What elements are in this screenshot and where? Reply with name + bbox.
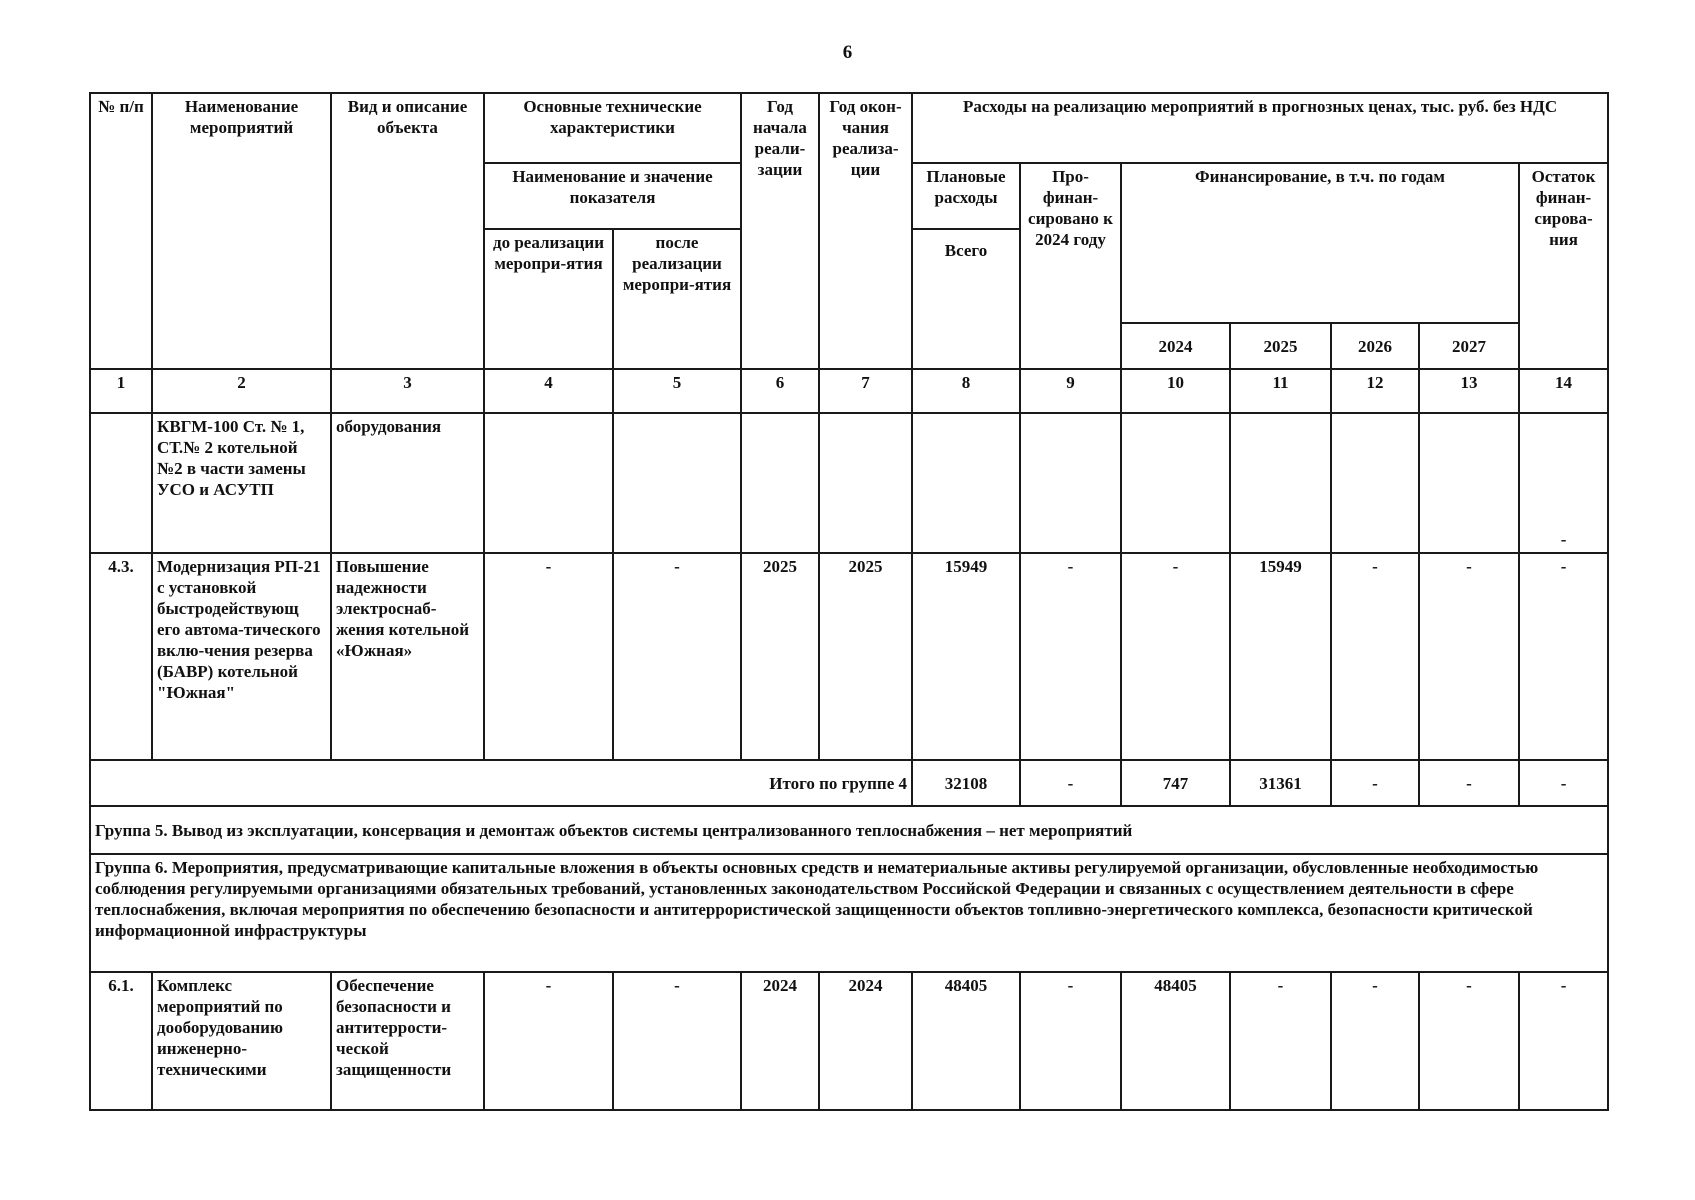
column-number: 7 xyxy=(819,369,912,413)
column-number: 14 xyxy=(1519,369,1608,413)
row-after xyxy=(613,413,741,553)
row-year-end: 2025 xyxy=(819,553,912,760)
row-f2024: - xyxy=(1121,553,1230,760)
subtotal-f2024: 747 xyxy=(1121,760,1230,806)
header-year-2024: 2024 xyxy=(1121,323,1230,369)
header-remaining: Остаток финан-сирова-ния xyxy=(1519,163,1608,369)
column-number: 1 xyxy=(90,369,152,413)
investment-program-table xyxy=(89,92,1609,1111)
group-6-heading: Группа 6. Мероприятия, предусматривающие капитальные вложения в объекты основных средств и нематериальные активы регулируемой организации, обусловленные необходимостью соблюдения регулируемыми организациями обязательных требований, установленных законодательством Российской Федерации и связанных с осуществлением деятельности в сфере теплоснабжения, включая мероприятия по обеспечению безопасности и антитеррористической защищенности объектов топливно-энергетического комплекса, безопасности критической информационной инфраструктуры xyxy=(90,854,1608,972)
row-after: - xyxy=(613,972,741,1110)
row-before xyxy=(484,413,613,553)
table-row xyxy=(90,413,1608,553)
subtotal-f2025: 31361 xyxy=(1230,760,1331,806)
subtotal-f2027: - xyxy=(1419,760,1519,806)
row-remaining: - xyxy=(1519,413,1608,553)
subtotal-total: 32108 xyxy=(912,760,1020,806)
subtotal-financed: - xyxy=(1020,760,1121,806)
row-financed xyxy=(1020,413,1121,553)
row-num: 4.3. xyxy=(90,553,152,760)
row-f2027 xyxy=(1419,413,1519,553)
column-number: 9 xyxy=(1020,369,1121,413)
subtotal-label: Итого по группе 4 xyxy=(90,760,912,806)
row-kind: Обеспечение безопасности и антитеррости-ческой защищенности xyxy=(331,972,484,1110)
row-before: - xyxy=(484,553,613,760)
header-year-start: Год начала реали-зации xyxy=(741,93,819,369)
column-number: 12 xyxy=(1331,369,1419,413)
row-name: КВГМ-100 Ст. № 1, СТ.№ 2 котельной №2 в части замены УСО и АСУТП xyxy=(152,413,331,553)
header-name: Наименование мероприятий xyxy=(152,93,331,369)
row-year-start: 2025 xyxy=(741,553,819,760)
column-number-row xyxy=(90,369,1608,413)
subtotal-f2026: - xyxy=(1331,760,1419,806)
group-5-heading: Группа 5. Вывод из эксплуатации, консервация и демонтаж объектов системы централизованного теплоснабжения – нет мероприятий xyxy=(90,806,1608,854)
header-year-2027: 2027 xyxy=(1419,323,1519,369)
subtotal-row xyxy=(90,760,1608,806)
column-number: 6 xyxy=(741,369,819,413)
column-number: 13 xyxy=(1419,369,1519,413)
row-remaining: - xyxy=(1519,553,1608,760)
header-year-2025: 2025 xyxy=(1230,323,1331,369)
row-year-start xyxy=(741,413,819,553)
row-f2026: - xyxy=(1331,553,1419,760)
row-f2027: - xyxy=(1419,553,1519,760)
column-number: 3 xyxy=(331,369,484,413)
header-kind: Вид и описание объекта xyxy=(331,93,484,369)
header-financing: Финансирование, в т.ч. по годам xyxy=(1121,163,1519,323)
column-number: 4 xyxy=(484,369,613,413)
header-before: до реализации меропри-ятия xyxy=(484,229,613,369)
header-after: после реализации меропри-ятия xyxy=(613,229,741,369)
row-f2025: 15949 xyxy=(1230,553,1331,760)
row-year-end: 2024 xyxy=(819,972,912,1110)
row-f2024: 48405 xyxy=(1121,972,1230,1110)
column-number: 8 xyxy=(912,369,1020,413)
row-year-start: 2024 xyxy=(741,972,819,1110)
header-financed: Про-финан-сировано к 2024 году xyxy=(1020,163,1121,369)
header-row-1 xyxy=(90,93,1608,163)
group-5-row xyxy=(90,806,1608,854)
row-after: - xyxy=(613,553,741,760)
page-number: 6 xyxy=(842,42,853,63)
row-f2027: - xyxy=(1419,972,1519,1110)
table-row xyxy=(90,972,1608,1110)
row-num xyxy=(90,413,152,553)
row-f2026: - xyxy=(1331,972,1419,1110)
table-row xyxy=(90,553,1608,760)
row-f2025 xyxy=(1230,413,1331,553)
row-name: Модернизация РП-21 с установкой быстродействующ его автома-тического вклю-чения резерва (БАВР) котельной "Южная" xyxy=(152,553,331,760)
column-number: 2 xyxy=(152,369,331,413)
row-f2026 xyxy=(1331,413,1419,553)
row-before: - xyxy=(484,972,613,1110)
row-f2024 xyxy=(1121,413,1230,553)
row-name: Комплекс мероприятий по дооборудованию инженерно-техническими xyxy=(152,972,331,1110)
header-expenses: Расходы на реализацию мероприятий в прогнозных ценах, тыс. руб. без НДС xyxy=(912,93,1608,163)
header-tech: Основные технические характеристики xyxy=(484,93,741,163)
row-kind: Повышение надежности электроснаб-жения котельной «Южная» xyxy=(331,553,484,760)
row-remaining: - xyxy=(1519,972,1608,1110)
row-f2025: - xyxy=(1230,972,1331,1110)
row-total: 48405 xyxy=(912,972,1020,1110)
column-number: 5 xyxy=(613,369,741,413)
row-total xyxy=(912,413,1020,553)
group-6-row xyxy=(90,854,1608,972)
row-kind: оборудования xyxy=(331,413,484,553)
row-year-end xyxy=(819,413,912,553)
row-total: 15949 xyxy=(912,553,1020,760)
header-planned: Плановые расходы xyxy=(912,163,1020,229)
row-financed: - xyxy=(1020,553,1121,760)
header-year-end: Год окон-чания реализа-ции xyxy=(819,93,912,369)
header-num: № п/п xyxy=(90,93,152,369)
subtotal-remaining: - xyxy=(1519,760,1608,806)
header-total: Всего xyxy=(912,229,1020,369)
column-number: 10 xyxy=(1121,369,1230,413)
header-year-2026: 2026 xyxy=(1331,323,1419,369)
row-num: 6.1. xyxy=(90,972,152,1110)
column-number: 11 xyxy=(1230,369,1331,413)
header-indicator: Наименование и значение показателя xyxy=(484,163,741,229)
row-financed: - xyxy=(1020,972,1121,1110)
